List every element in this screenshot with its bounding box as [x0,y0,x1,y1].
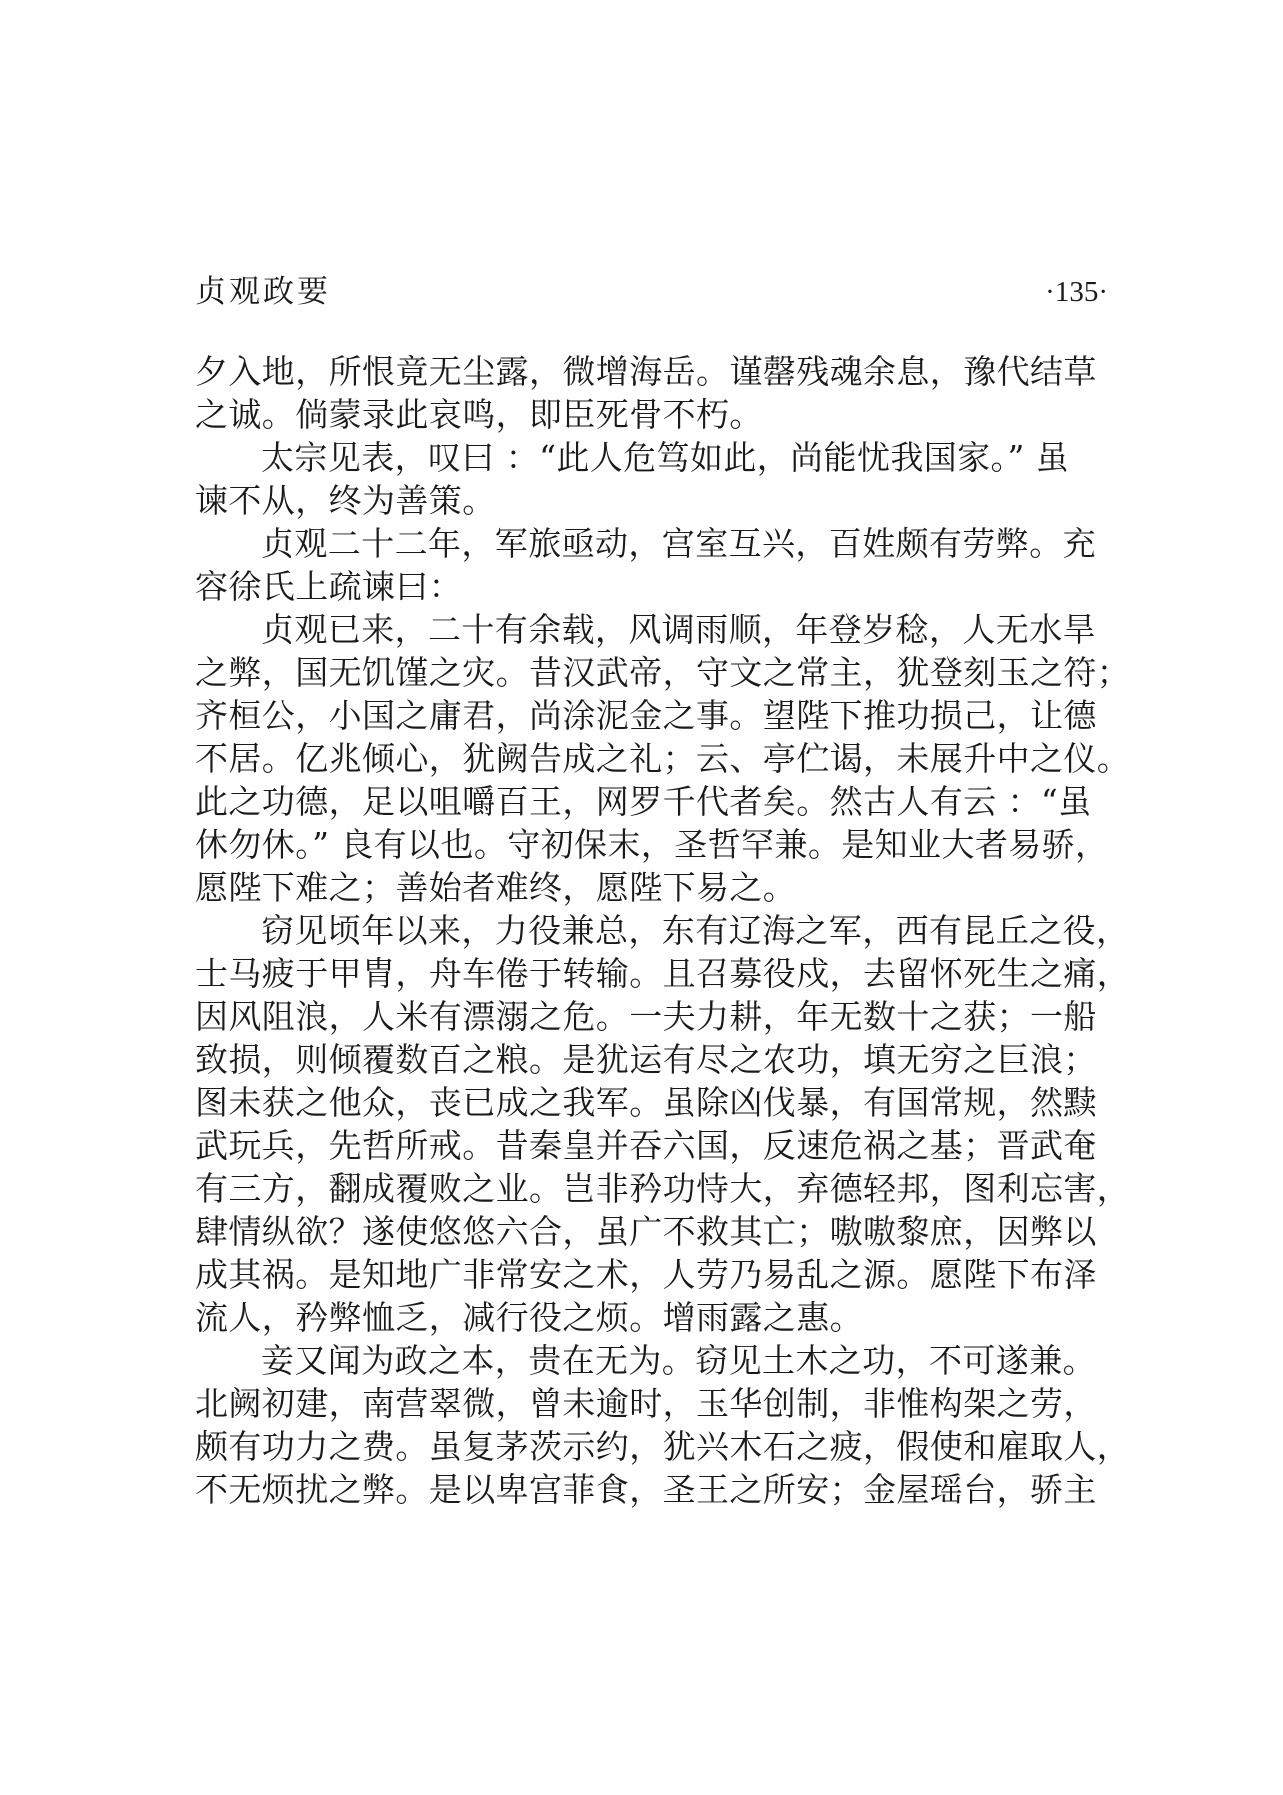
text-line: 肆情纵欲？遂使悠悠六合，虽广不救其亡；嗷嗷黎庶，因弊以 [195,1212,1097,1251]
text-line: 有三方，翻成覆败之业。岂非矜功恃大，弃德轻邦，图利忘害， [195,1169,1131,1208]
text-line: 贞观已来，二十有余载，风调雨顺，年登岁稔，人无水旱 [261,610,1096,649]
text-line: 因风阻浪，人米有漂溺之危。一夫力耕，年无数十之获；一船 [195,997,1097,1036]
text-line: 此之功德，足以咀嚼百王，网罗千代者矣。然古人有云 ：“虽 [195,782,1092,821]
text-line: 武玩兵，先哲所戒。昔秦皇并吞六国，反速危祸之基；晋武奄 [195,1126,1097,1165]
text-line: 容徐氏上疏谏曰： [195,567,463,606]
text-line: 颇有功力之费。虽复茅茨示约，犹兴木石之疲，假使和雇取人， [195,1427,1131,1466]
text-line: 士马疲于甲胄，舟车倦于转输。且召募役戍，去留怀死生之痛， [195,954,1131,993]
text-line: 不居。亿兆倾心，犹阙告成之礼；云、亭伫谒，未展升中之仪。 [195,739,1131,778]
text-line: 妾又闻为政之本，贵在无为。窃见土木之功，不可遂兼。 [261,1341,1096,1380]
text-line: 休勿休。” 良有以也。守初保末，圣哲罕兼。是知业大者易骄， [195,825,1109,864]
running-header [195,268,1108,316]
text-line: 之诚。倘蒙录此哀鸣，即臣死骨不朽。 [195,395,763,434]
text-line: 窃见顷年以来，力役兼总，东有辽海之军，西有昆丘之役， [261,911,1130,950]
text-line: 谏不从，终为善策。 [195,481,496,520]
text-line: 北阙初建，南营翠微，曾未逾时，玉华创制，非惟构架之劳， [195,1384,1097,1423]
text-line: 愿陛下难之；善始者难终，愿陛下易之。 [195,868,797,907]
text-line: 图未获之他众，丧已成之我军。虽除凶伐暴，有国常规，然黩 [195,1083,1097,1122]
text-line: 贞观二十二年，军旅亟动，宫室互兴，百姓颇有劳弊。充 [261,524,1096,563]
text-line: 太宗见表，叹曰 ：“此人危笃如此，尚能忧我国家。” 虽 [261,438,1070,477]
text-line: 之弊，国无饥馑之灾。昔汉武帝，守文之常主，犹登刻玉之符； [195,653,1131,692]
body-text [195,350,1131,1511]
text-line: 不无烦扰之弊。是以卑宫菲食，圣王之所安；金屋瑶台，骄主 [195,1470,1097,1509]
text-line: 齐桓公，小国之庸君，尚涂泥金之事。望陛下推功损己，让德 [195,696,1097,735]
text-line: 流人，矜弊恤乏，减行役之烦。增雨露之惠。 [195,1298,863,1337]
book-title: 贞观政要 [195,274,331,310]
text-line: 夕入地，所恨竟无尘露，微增海岳。谨罄残魂余息，豫代结草 [195,352,1097,391]
page-number: ·135· [1045,276,1108,308]
text-line: 成其祸。是知地广非常安之术，人劳乃易乱之源。愿陛下布泽 [195,1255,1097,1294]
text-line: 致损，则倾覆数百之粮。是犹运有尽之农功，填无穷之巨浪； [195,1040,1097,1079]
